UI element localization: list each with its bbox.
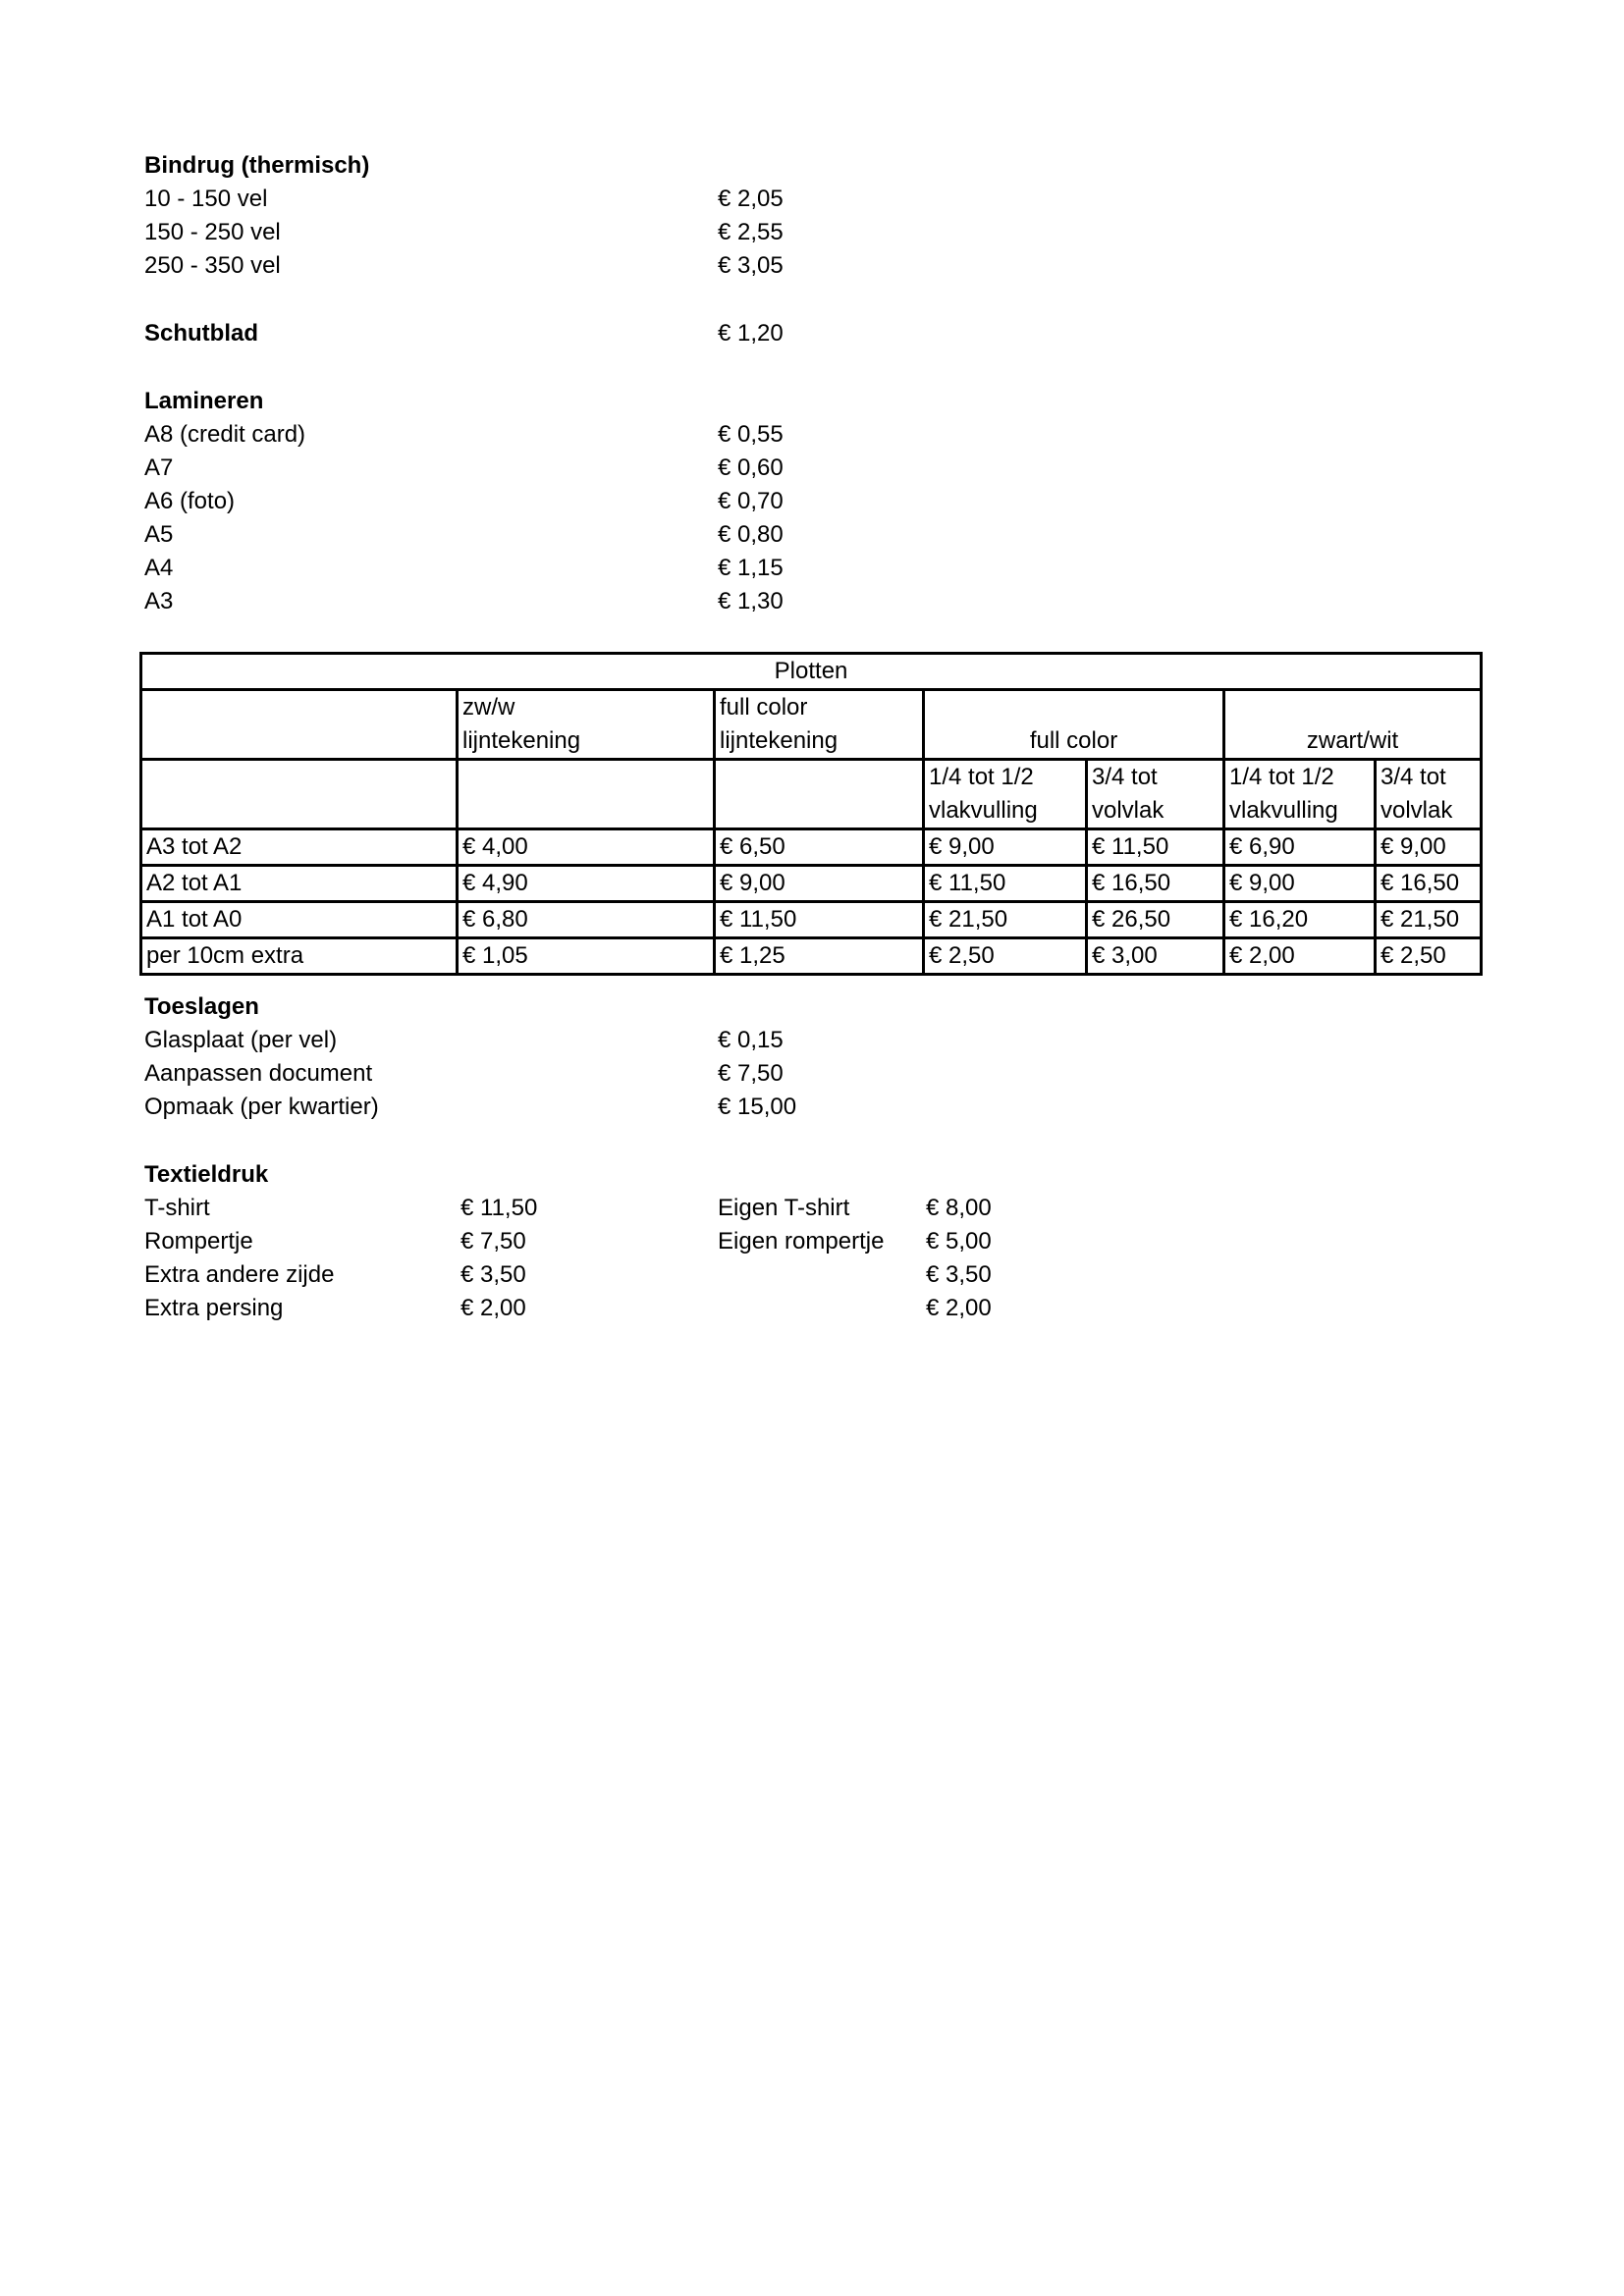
plotten-title: Plotten — [141, 654, 1482, 690]
row-label: Extra andere zijde — [144, 1261, 335, 1288]
subheader-line: 1/4 tot 1/2 — [929, 764, 1034, 790]
price-cell: € 11,50 — [1087, 829, 1224, 866]
header-zww-lijntekening — [458, 690, 715, 760]
row-label: A6 (foto) — [144, 488, 236, 514]
subheader-zw-volvlak — [1376, 760, 1482, 829]
price-row — [0, 1258, 1624, 1292]
subheader-line: 3/4 tot — [1380, 764, 1446, 790]
price-cell: € 9,00 — [1224, 866, 1376, 902]
row-price: € 7,50 — [460, 1228, 526, 1255]
price-cell: € 9,00 — [715, 866, 924, 902]
row-price: € 1,30 — [718, 588, 784, 614]
row-price-eigen: € 2,00 — [926, 1295, 992, 1321]
row-price: € 2,55 — [718, 219, 784, 245]
price-cell: € 16,20 — [1224, 902, 1376, 938]
price-row — [0, 1225, 1624, 1258]
row-label-eigen: Eigen rompertje — [718, 1228, 885, 1255]
price-cell: € 21,50 — [924, 902, 1087, 938]
price-cell: € 1,25 — [715, 938, 924, 975]
price-cell: € 6,50 — [715, 829, 924, 866]
table-row — [141, 938, 1482, 975]
row-label: T-shirt — [144, 1195, 210, 1221]
subheader-line: vlakvulling — [929, 797, 1038, 824]
table-row — [141, 866, 1482, 902]
row-price-eigen: € 3,50 — [926, 1261, 992, 1288]
schutblad-line — [0, 317, 1624, 350]
price-cell: € 26,50 — [1087, 902, 1224, 938]
price-cell: € 11,50 — [924, 866, 1087, 902]
price-row — [0, 1192, 1624, 1225]
row-price: € 0,15 — [718, 1027, 784, 1053]
price-cell: € 16,50 — [1087, 866, 1224, 902]
table-row — [141, 829, 1482, 866]
schutblad-title: Schutblad — [144, 320, 259, 347]
row-price: € 0,70 — [718, 488, 784, 514]
table-title-row — [141, 654, 1482, 690]
row-label: A1 tot A0 — [141, 902, 458, 938]
row-price-eigen: € 5,00 — [926, 1228, 992, 1255]
subheader-line: vlakvulling — [1229, 797, 1338, 824]
row-label: A5 — [144, 521, 174, 548]
row-label-eigen: Eigen T-shirt — [718, 1195, 850, 1221]
price-row — [0, 1091, 1624, 1124]
header-line: lijntekening — [462, 727, 581, 754]
price-row — [0, 183, 1624, 216]
row-price: € 0,80 — [718, 521, 784, 548]
row-label: Glasplaat (per vel) — [144, 1027, 338, 1053]
row-price: € 2,00 — [460, 1295, 526, 1321]
price-row — [0, 1057, 1624, 1091]
price-row — [0, 1024, 1624, 1057]
row-label: A8 (credit card) — [144, 421, 306, 448]
price-cell: € 1,05 — [458, 938, 715, 975]
subheader-fc-volvlak — [1087, 760, 1224, 829]
row-price: € 3,05 — [718, 252, 784, 279]
price-cell: € 4,90 — [458, 866, 715, 902]
header-zwart-wit: zwart/wit — [1224, 690, 1482, 760]
price-row — [0, 418, 1624, 452]
subheader-zw-vlakvulling — [1224, 760, 1376, 829]
price-cell: € 2,00 — [1224, 938, 1376, 975]
table-header-row — [141, 690, 1482, 760]
subheader-cell-empty — [458, 760, 715, 829]
row-price: € 11,50 — [460, 1195, 538, 1221]
price-cell: € 16,50 — [1376, 866, 1482, 902]
table-row — [141, 902, 1482, 938]
header-cell-empty — [141, 690, 458, 760]
price-cell: € 9,00 — [1376, 829, 1482, 866]
price-row — [0, 216, 1624, 249]
row-label: Aanpassen document — [144, 1060, 373, 1087]
price-row — [0, 552, 1624, 585]
price-cell: € 11,50 — [715, 902, 924, 938]
row-label: 150 - 250 vel — [144, 219, 281, 245]
bindrug-title: Bindrug (thermisch) — [144, 152, 370, 179]
header-line: lijntekening — [720, 727, 839, 754]
price-row — [0, 452, 1624, 485]
row-price: € 0,55 — [718, 421, 784, 448]
subheader-line: 1/4 tot 1/2 — [1229, 764, 1334, 790]
header-full-color: full color — [924, 690, 1224, 760]
price-cell: € 3,00 — [1087, 938, 1224, 975]
subheader-line: 3/4 tot — [1092, 764, 1158, 790]
price-row — [0, 249, 1624, 283]
subheader-line: volvlak — [1092, 797, 1164, 824]
subheader-cell-empty — [141, 760, 458, 829]
textieldruk-title-line — [0, 1158, 1624, 1192]
row-label: A3 — [144, 588, 174, 614]
row-price: € 7,50 — [718, 1060, 784, 1087]
row-label: 10 - 150 vel — [144, 186, 268, 212]
row-label: A2 tot A1 — [141, 866, 458, 902]
toeslagen-title: Toeslagen — [144, 993, 259, 1020]
row-price: € 1,15 — [718, 555, 784, 581]
price-row — [0, 518, 1624, 552]
row-price: € 2,05 — [718, 186, 784, 212]
row-label: A3 tot A2 — [141, 829, 458, 866]
price-row — [0, 485, 1624, 518]
header-line: full color — [720, 694, 808, 721]
price-cell: € 2,50 — [924, 938, 1087, 975]
price-row — [0, 585, 1624, 618]
row-label: Extra persing — [144, 1295, 284, 1321]
table-subheader-row — [141, 760, 1482, 829]
subheader-fc-vlakvulling — [924, 760, 1087, 829]
row-price: € 15,00 — [718, 1094, 797, 1120]
row-label: Rompertje — [144, 1228, 253, 1255]
textieldruk-title: Textieldruk — [144, 1161, 269, 1188]
header-fullcolor-lijntekening — [715, 690, 924, 760]
plotten-table — [139, 652, 1483, 976]
price-cell: € 4,00 — [458, 829, 715, 866]
row-price-eigen: € 8,00 — [926, 1195, 992, 1221]
row-label: 250 - 350 vel — [144, 252, 281, 279]
price-cell: € 9,00 — [924, 829, 1087, 866]
row-label: per 10cm extra — [141, 938, 458, 975]
subheader-cell-empty — [715, 760, 924, 829]
row-label: A4 — [144, 555, 174, 581]
row-label: A7 — [144, 454, 174, 481]
price-row — [0, 1292, 1624, 1325]
price-cell: € 2,50 — [1376, 938, 1482, 975]
bindrug-title-line — [0, 149, 1624, 183]
price-cell: € 6,90 — [1224, 829, 1376, 866]
lamineren-title: Lamineren — [144, 388, 264, 414]
row-price: € 3,50 — [460, 1261, 526, 1288]
lamineren-title-line — [0, 385, 1624, 418]
row-price: € 0,60 — [718, 454, 784, 481]
header-line: zw/w — [462, 694, 515, 721]
price-cell: € 21,50 — [1376, 902, 1482, 938]
price-cell: € 6,80 — [458, 902, 715, 938]
row-label: Opmaak (per kwartier) — [144, 1094, 379, 1120]
schutblad-price: € 1,20 — [718, 320, 784, 347]
subheader-line: volvlak — [1380, 797, 1453, 824]
toeslagen-title-line — [0, 990, 1624, 1024]
